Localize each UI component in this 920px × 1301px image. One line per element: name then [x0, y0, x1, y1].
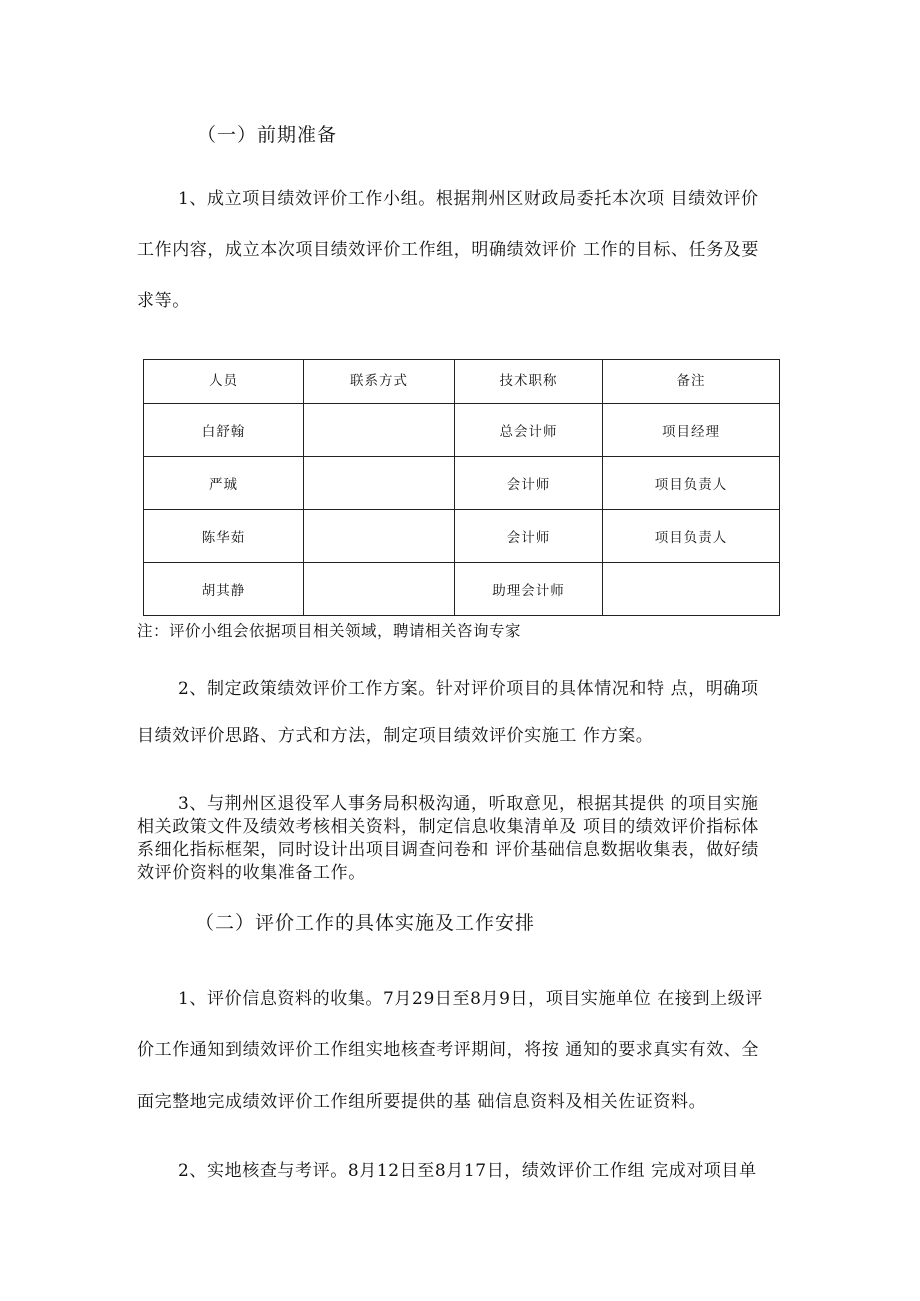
table-cell — [304, 563, 455, 616]
table-cell — [603, 563, 780, 616]
paragraph-line: 面完整地完成绩效评价工作组所要提供的基 础信息资料及相关佐证资料。 — [137, 1092, 707, 1112]
table-cell: 项目经理 — [603, 404, 780, 457]
section-2-heading: （二）评价工作的具体实施及工作安排 — [195, 912, 536, 934]
paragraph-line: 3、与荆州区退役军人事务局积极沟通，听取意见，根据其提供 的项目实施 — [178, 794, 759, 814]
table-cell: 胡其静 — [144, 563, 304, 616]
table-row — [144, 563, 780, 616]
table-cell — [304, 404, 455, 457]
table-cell: 白舒翰 — [144, 404, 304, 457]
table-cell — [304, 457, 455, 510]
table-cell: 会计师 — [455, 457, 603, 510]
paragraph-line: 2、实地核查与考评。8月12日至8月17日，绩效评价工作组 完成对项目单 — [178, 1161, 757, 1181]
column-header: 技术职称 — [455, 360, 603, 404]
table-cell — [304, 510, 455, 563]
column-header: 人员 — [144, 360, 304, 404]
table-cell: 严珹 — [144, 457, 304, 510]
table-row — [144, 404, 780, 457]
paragraph-line: 2、制定政策绩效评价工作方案。针对评价项目的具体情况和特 点，明确项 — [178, 679, 759, 699]
section-1-heading: （一）前期准备 — [197, 124, 338, 146]
column-header: 联系方式 — [304, 360, 455, 404]
table-cell: 陈华茹 — [144, 510, 304, 563]
table-cell: 助理会计师 — [455, 563, 603, 616]
table-cell: 总会计师 — [455, 404, 603, 457]
table-note: 注：评价小组会依据项目相关领域，聘请相关咨询专家 — [137, 622, 522, 640]
table-header-row — [144, 360, 780, 404]
paragraph-line: 效评价资料的收集准备工作。 — [137, 863, 366, 883]
paragraph-line: 求等。 — [137, 291, 190, 311]
table-row — [144, 510, 780, 563]
paragraph-line: 相关政策文件及绩效考核相关资料，制定信息收集清单及 项目的绩效评价指标体 — [137, 817, 760, 837]
paragraph-line: 1、评价信息资料的收集。7月29日至8月9日，项目实施单位 在接到上级评 — [178, 989, 763, 1009]
staff-table — [143, 359, 780, 616]
table-cell: 会计师 — [455, 510, 603, 563]
column-header: 备注 — [603, 360, 780, 404]
paragraph-line: 价工作通知到绩效评价工作组实地核查考评期间，将按 通知的要求真实有效、全 — [137, 1040, 760, 1060]
paragraph-line: 工作内容，成立本次项目绩效评价工作组，明确绩效评价 工作的目标、任务及要 — [137, 240, 760, 260]
paragraph-line: 1、成立项目绩效评价工作小组。根据荆州区财政局委托本次项 目绩效评价 — [178, 189, 759, 209]
paragraph-line: 系细化指标框架，同时设计出项目调查问卷和 评价基础信息数据收集表，做好绩 — [137, 840, 760, 860]
table-cell: 项目负责人 — [603, 457, 780, 510]
paragraph-line: 目绩效评价思路、方式和方法，制定项目绩效评价实施工 作方案。 — [137, 726, 654, 746]
table-cell: 项目负责人 — [603, 510, 780, 563]
table-row — [144, 457, 780, 510]
